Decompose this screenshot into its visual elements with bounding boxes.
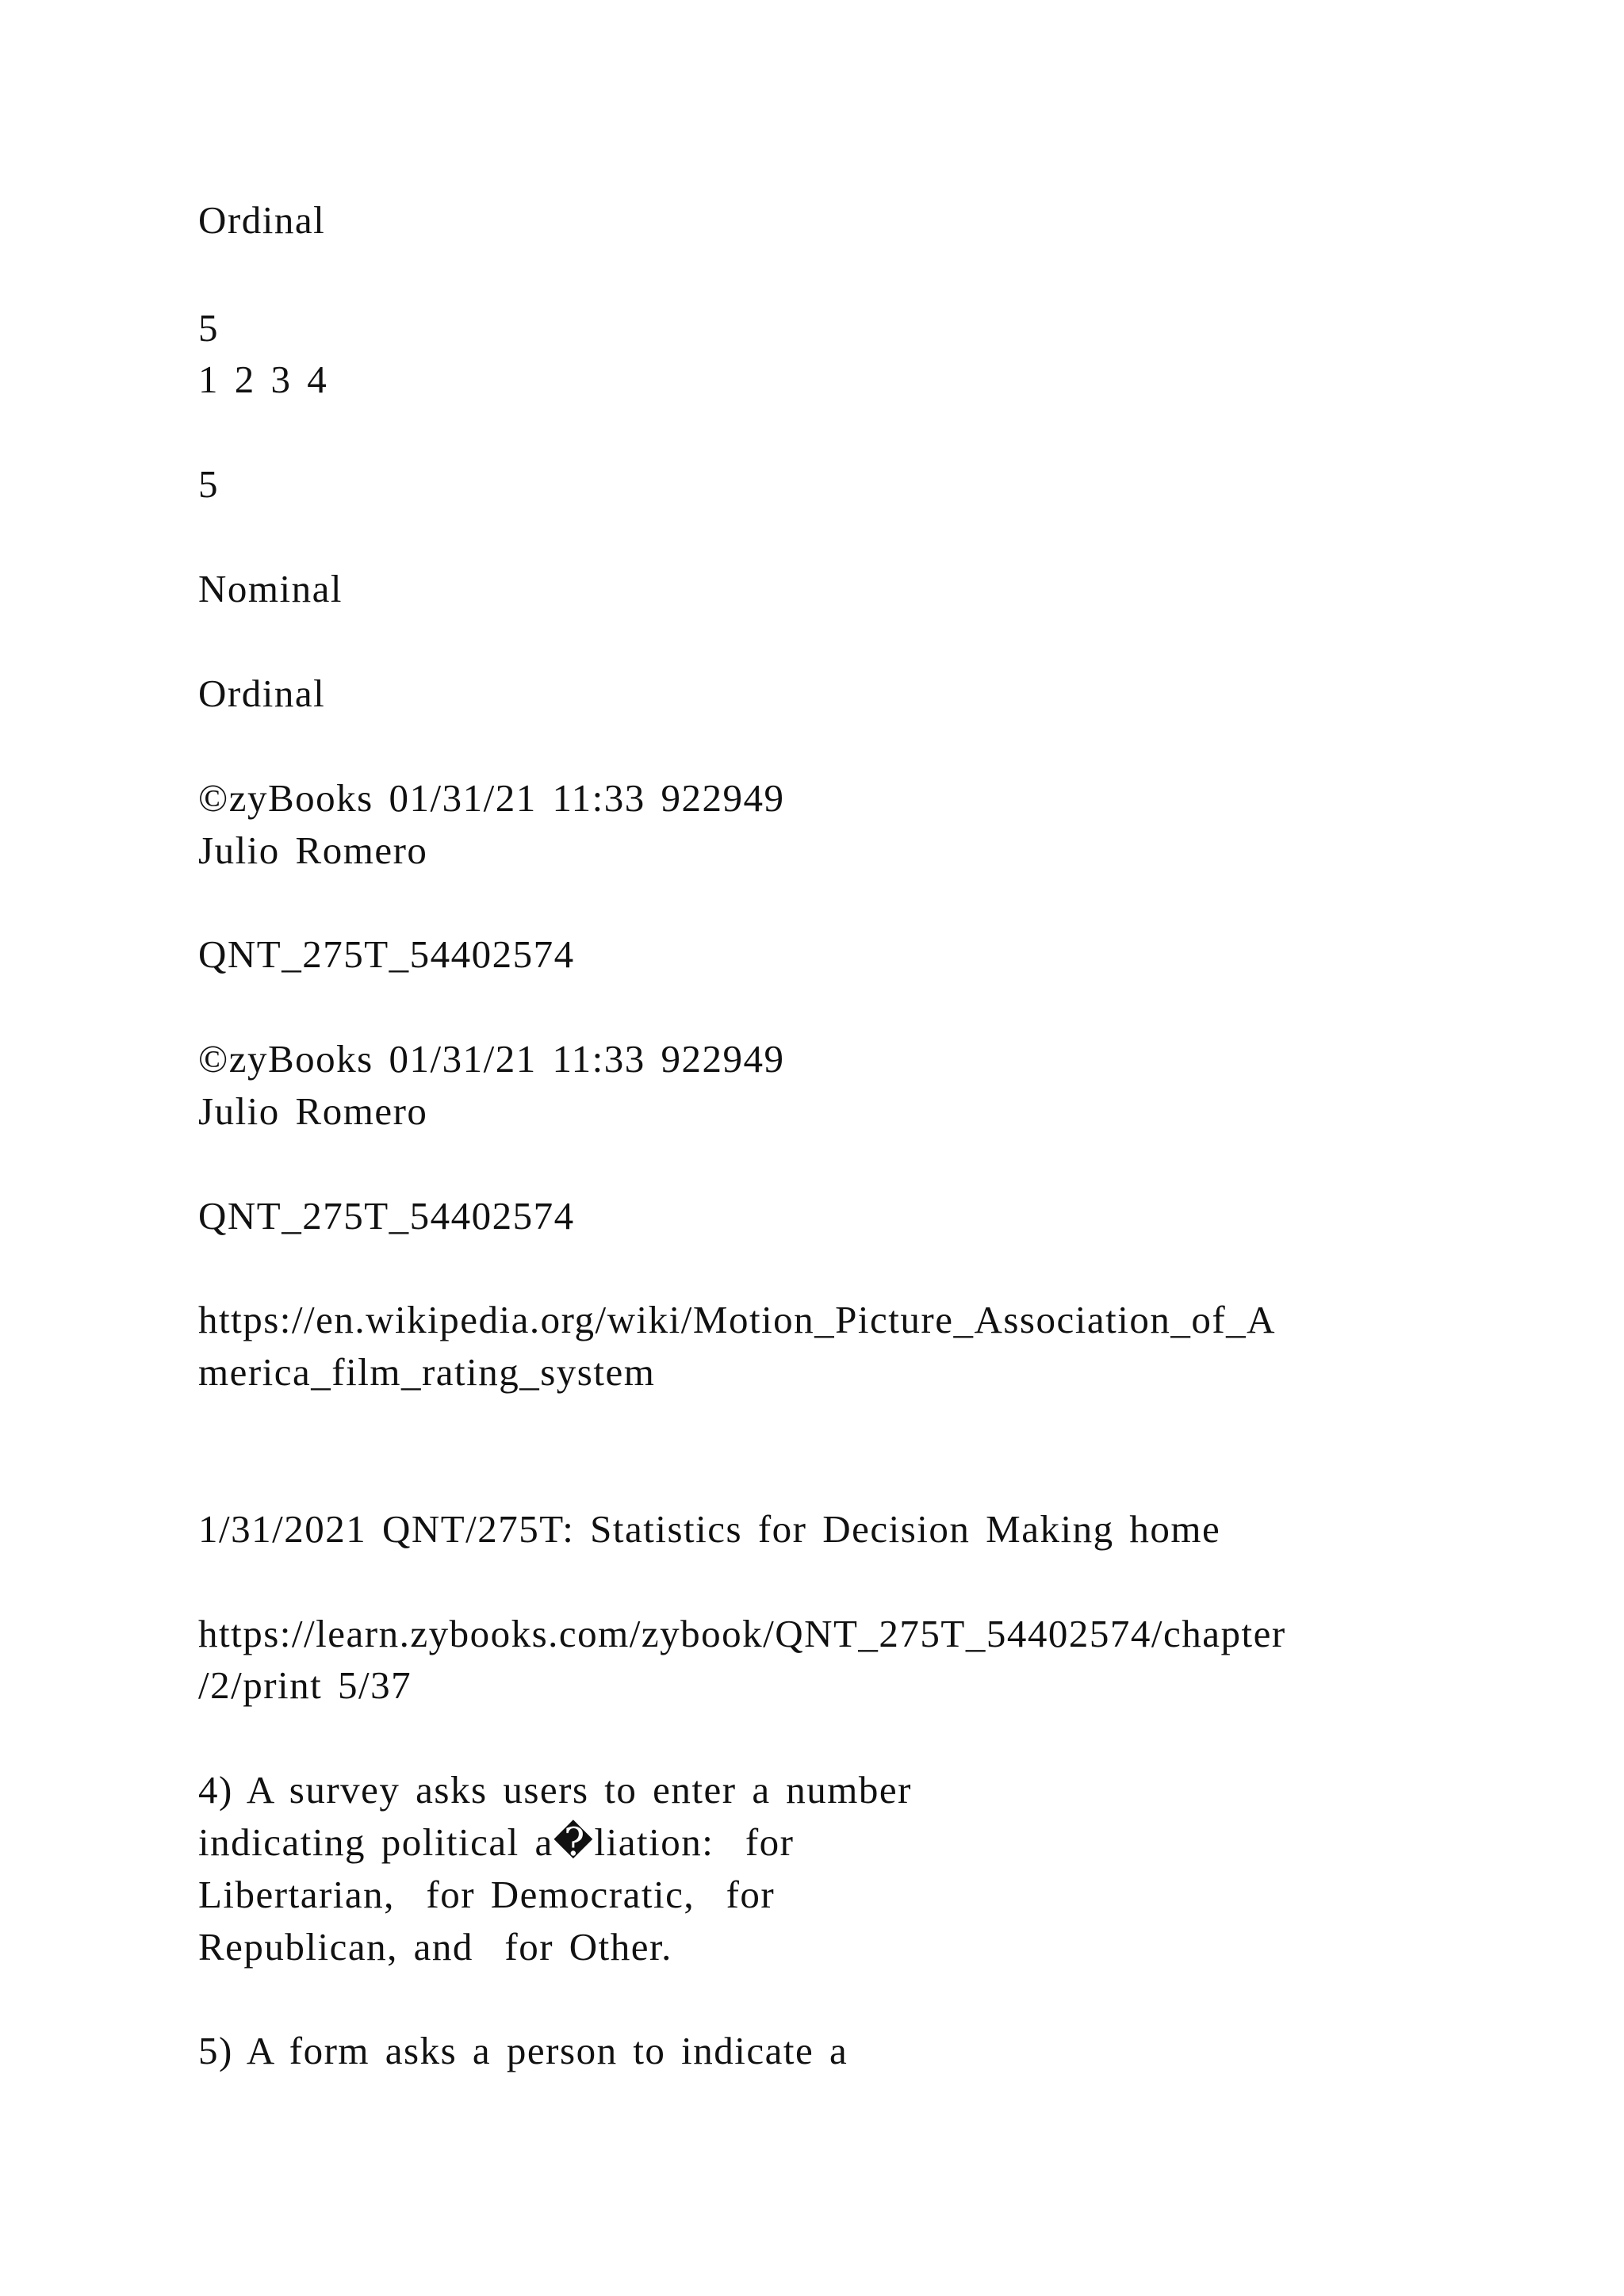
text-line: Ordinal [198,198,326,242]
text-line: QNT_275T_54402574 [198,1194,575,1238]
text-line: 4) A survey asks users to enter a number [198,1768,912,1812]
text-line: 1 2 3 4 [198,358,328,401]
text-line: Julio Romero [198,828,428,872]
text-line: 1/31/2021 QNT/275T: Statistics for Decision Making home [198,1507,1221,1551]
text-line: Ordinal [198,672,326,715]
text-line: 5 [198,462,219,506]
text-line: 5) A form asks a person to indicate a [198,2029,848,2072]
text-line: ©zyBooks 01/31/21 11:33 922949 [198,1037,785,1081]
text-line: Nominal [198,567,343,610]
text-line: Republican, and for Other. [198,1925,672,1969]
text-line: QNT_275T_54402574 [198,932,575,976]
text-line: /2/print 5/37 [198,1663,412,1707]
text-line: indicating political a�liation: for [198,1820,795,1864]
text-line: 5 [198,306,219,350]
text-line: ©zyBooks 01/31/21 11:33 922949 [198,776,785,820]
text-line: Julio Romero [198,1089,428,1133]
text-line: https://en.wikipedia.org/wiki/Motion_Picture_Association_of_A [198,1298,1277,1341]
text-line: https://learn.zybooks.com/zybook/QNT_275T_54402574/chapter [198,1612,1286,1655]
text-line: merica_film_rating_system [198,1350,656,1394]
text-line: Libertarian, for Democratic, for [198,1873,776,1916]
